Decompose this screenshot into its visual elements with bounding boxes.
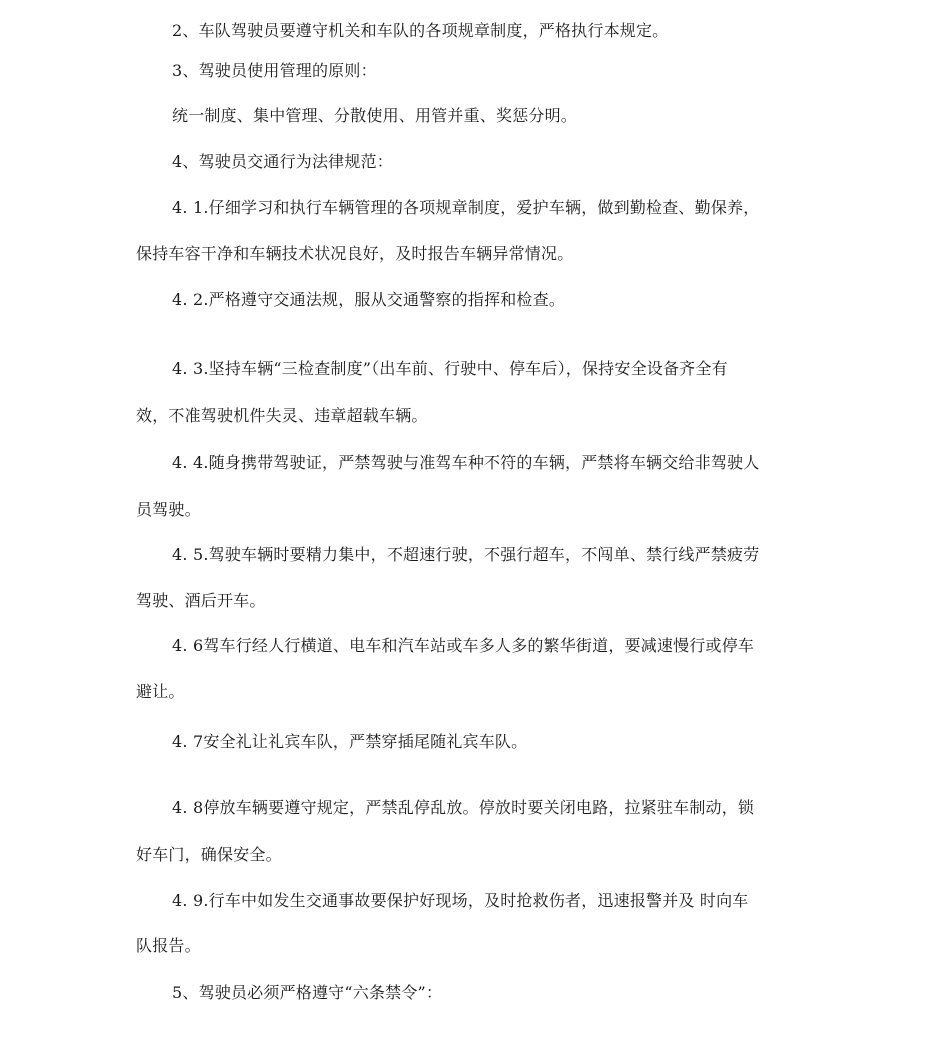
paragraph-rule-4-heading: 4、驾驶员交通行为法律规范： bbox=[172, 152, 393, 171]
paragraph-rule-4-6-line-2: 避让。 bbox=[136, 682, 185, 701]
paragraph-rule-4-5-line-2: 驾驶、酒后开车。 bbox=[136, 591, 266, 610]
paragraph-rule-3-principles: 统一制度、集中管理、分散使用、用管并重、奖惩分明。 bbox=[172, 106, 578, 125]
paragraph-rule-5-heading: 5、驾驶员必须严格遵守“六条禁令”： bbox=[172, 983, 443, 1002]
paragraph-rule-4-1-line-1: 4. 1.仔细学习和执行车辆管理的各项规章制度，爱护车辆，做到勤检查、勤保养， bbox=[172, 198, 760, 217]
paragraph-rule-4-9-line-1: 4. 9.行车中如发生交通事故要保护好现场，及时抢救伤者，迅速报警并及 时向车 bbox=[172, 891, 749, 910]
paragraph-rule-4-8-line-2: 好车门，确保安全。 bbox=[136, 845, 282, 864]
paragraph-rule-4-5-line-1: 4. 5.驾驶车辆时要精力集中，不超速行驶，不强行超车，不闯单、禁行线严禁疲劳 bbox=[172, 545, 760, 564]
paragraph-rule-4-8-line-1: 4. 8停放车辆要遵守规定，严禁乱停乱放。停放时要关闭电路，拉紧驻车制动，锁 bbox=[172, 798, 755, 817]
paragraph-rule-4-2: 4. 2.严格遵守交通法规，服从交通警察的指挥和检查。 bbox=[172, 290, 566, 309]
paragraph-rule-4-6-line-1: 4. 6驾车行经人行横道、电车和汽车站或车多人多的繁华街道，要减速慢行或停车 bbox=[172, 636, 755, 655]
paragraph-rule-3-heading: 3、驾驶员使用管理的原则： bbox=[172, 61, 377, 80]
paragraph-rule-4-3-line-2: 效，不准驾驶机件失灵、违章超载车辆。 bbox=[136, 406, 428, 425]
paragraph-rule-4-3-line-1: 4. 3.坚持车辆“三检查制度”（出车前、行驶中、停车后），保持安全设备齐全有 bbox=[172, 359, 728, 378]
paragraph-rule-2: 2、车队驾驶员要遵守机关和车队的各项规章制度，严格执行本规定。 bbox=[172, 21, 669, 40]
paragraph-rule-4-9-line-2: 队报告。 bbox=[136, 936, 201, 955]
paragraph-rule-4-4-line-2: 员驾驶。 bbox=[136, 500, 201, 519]
paragraph-rule-4-7: 4. 7安全礼让礼宾车队，严禁穿插尾随礼宾车队。 bbox=[172, 732, 528, 751]
paragraph-rule-4-1-line-2: 保持车容干净和车辆技术状况良好，及时报告车辆异常情况。 bbox=[136, 244, 574, 263]
paragraph-rule-4-4-line-1: 4. 4.随身携带驾驶证，严禁驾驶与准驾车种不符的车辆，严禁将车辆交给非驾驶人 bbox=[172, 453, 760, 472]
